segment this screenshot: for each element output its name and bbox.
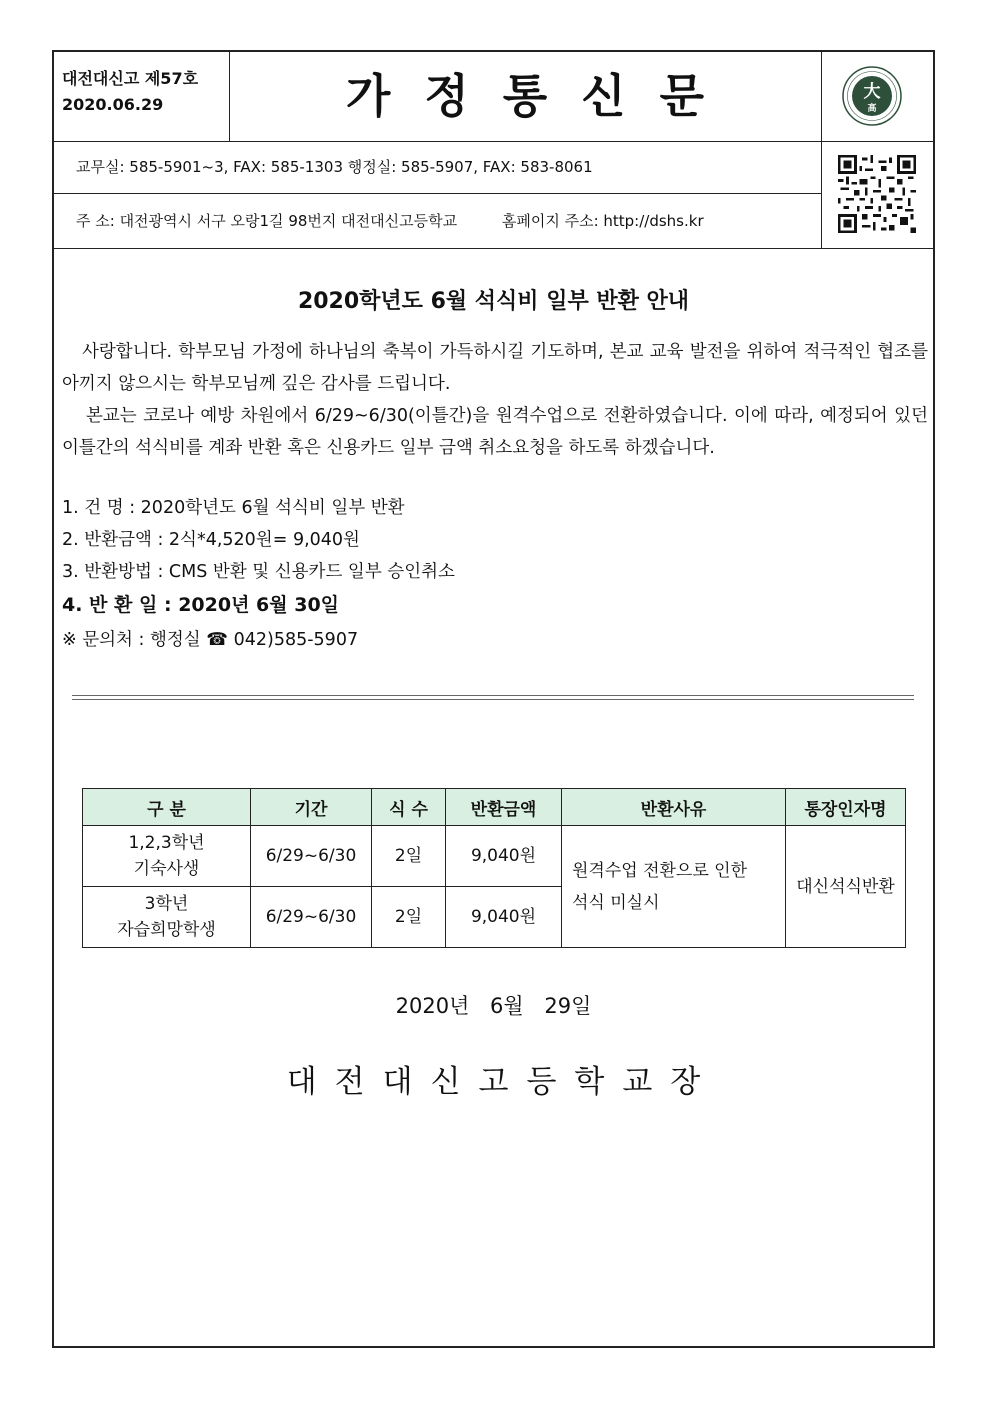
header-divider (54, 248, 933, 249)
row-meals: 2일 (372, 826, 446, 887)
item-label: 1. 건 명 (62, 498, 124, 518)
logo-char: 大 (863, 82, 881, 102)
address-line (54, 194, 821, 248)
item-method: 3. 반환방법 : CMS 반환 및 신용카드 일부 승인취소 (62, 562, 455, 582)
qr-code-icon[interactable] (838, 155, 916, 233)
row-period: 6/29~6/30 (251, 887, 372, 948)
logo-cell (821, 52, 934, 141)
notice-paragraph: 본교는 코로나 예방 차원에서 6/29~6/30(이틀간)을 원격수업으로 전환하였습니다. 이에 따라, 예정되어 있던 이틀간의 석식비를 계좌 반환 혹은 신용카드 일부 금액 취소요청을 하도록 하겠습니다. (62, 406, 928, 458)
item-subject: 1. 건 명 : 2020학년도 6월 석식비 일부 반환 (62, 498, 405, 518)
header-top-row (54, 52, 933, 142)
row-group: 3학년 자습희망학생 (83, 887, 251, 948)
school-logo-icon (842, 66, 902, 126)
item-amount: 2. 반환금액 : 2식*4,520원= 9,040원 (62, 530, 360, 550)
document-frame (52, 50, 935, 1348)
item-refund-date: 4. 반 환 일 : 2020년 6월 30일 (62, 594, 340, 616)
col-header: 기간 (251, 789, 372, 826)
item-label: 4. 반 환 일 (62, 594, 158, 616)
page-title: 가정통신문 (345, 69, 739, 123)
table-header-row (83, 789, 906, 826)
issue-date: 2020.06.29 (62, 95, 164, 114)
row-meals: 2일 (372, 887, 446, 948)
col-header: 구 분 (83, 789, 251, 826)
item-label: 3. 반환방법 (62, 562, 152, 582)
row-amount: 9,040원 (446, 826, 562, 887)
col-header: 식 수 (372, 789, 446, 826)
item-label: 2. 반환금액 (62, 530, 152, 550)
item-value: 2020년 6월 30일 (178, 594, 340, 616)
signature: 대전대신고등학교장 (286, 1064, 719, 1100)
item-value: 2020학년도 6월 석식비 일부 반환 (140, 498, 405, 518)
row-amount: 9,040원 (446, 887, 562, 948)
inquiry-line: ※ 문의처 : 행정실 ☎ 042)585-5907 (62, 630, 359, 650)
homepage-link[interactable]: 홈페이지 주소: http://dshs.kr (501, 212, 704, 230)
issue-date-line: 2020년 6월 29일 (395, 994, 592, 1018)
logo-sub: 高 (867, 104, 877, 114)
section-divider (72, 695, 914, 700)
refund-table (82, 788, 906, 948)
issue-info (54, 52, 230, 141)
contact-line: 교무실: 585-5901~3, FAX: 585-1303 행정실: 585-5907, FAX: 583-8061 (54, 141, 821, 194)
row-group: 1,2,3학년 기숙사생 (83, 826, 251, 887)
col-header: 반환금액 (446, 789, 562, 826)
document-title: 2020학년도 6월 석식비 일부 반환 안내 (297, 289, 690, 314)
col-header: 반환사유 (562, 789, 786, 826)
address-text: 주 소: 대전광역시 서구 오랑1길 98번지 대전대신고등학교 (76, 212, 458, 230)
refund-reason: 원격수업 전환으로 인한 석식 미실시 (562, 826, 786, 948)
col-header: 통장인자명 (786, 789, 906, 826)
row-period: 6/29~6/30 (251, 826, 372, 887)
greeting-paragraph: 사랑합니다. 학부모님 가정에 하나님의 축복이 가득하시길 기도하며, 본교 교육 발전을 위하여 적극적인 협조를 아끼지 않으시는 학부모님께 깊은 감사를 드립니다. (62, 342, 928, 394)
item-value: 2식*4,520원= 9,040원 (168, 530, 360, 550)
issue-number: 대전대신고 제57호 (62, 69, 199, 88)
item-value: CMS 반환 및 신용카드 일부 승인취소 (168, 562, 455, 582)
qr-cell (821, 141, 934, 248)
account-name: 대신석식반환 (786, 826, 906, 948)
table-row (83, 826, 906, 887)
